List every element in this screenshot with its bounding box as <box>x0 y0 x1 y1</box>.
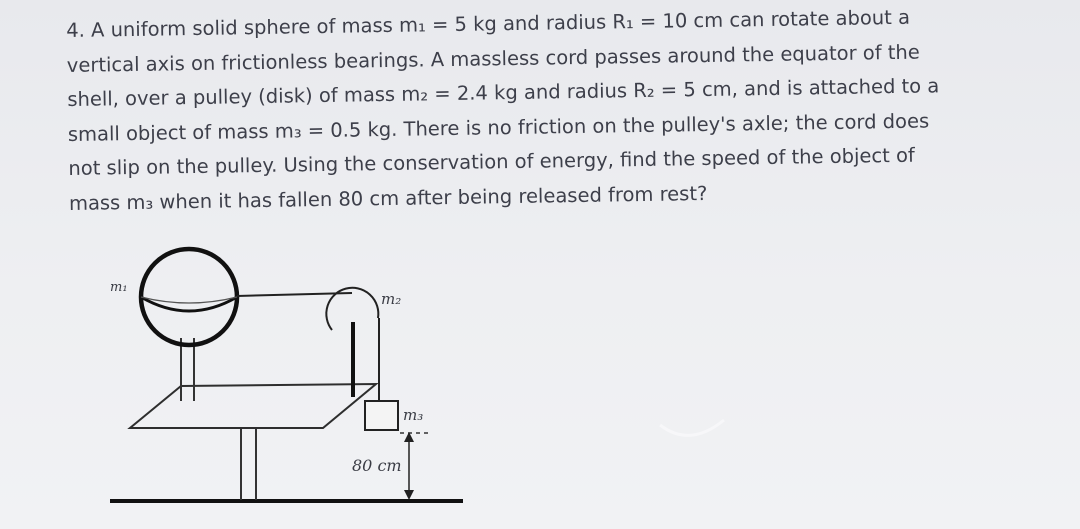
label-distance: 80 cm <box>352 456 402 475</box>
table-top <box>130 384 376 428</box>
problem-line-3: shell, over a pulley (disk) of mass m₂ = 2.4 kg and radius R₂ = 5 cm, and is attached to a <box>67 74 940 111</box>
label-m1: m₁ <box>110 280 128 295</box>
pen-smudge <box>660 420 724 435</box>
problem-line-5: not slip on the pulley. Using the conservation of energy, find the speed of the object of <box>68 143 915 180</box>
sphere-axle <box>181 338 194 401</box>
problem-line-1: 4. A uniform solid sphere of mass m₁ = 5 kg and radius R₁ = 10 cm can rotate about a <box>66 5 911 42</box>
distance-arrow <box>404 432 414 500</box>
problem-line-2: vertical axis on frictionless bearings. A massless cord passes around the equator of the <box>66 40 920 77</box>
problem-line-4: small object of mass m₃ = 0.5 kg. There is no friction on the pulley's axle; the cord does <box>67 108 930 146</box>
problem-line-6: mass m₃ when it has fallen 80 cm after being released from rest? <box>68 181 708 215</box>
hanging-block <box>365 401 398 430</box>
label-m2: m₂ <box>381 290 402 308</box>
sphere <box>141 249 237 345</box>
label-m3: m₃ <box>403 406 424 424</box>
table-leg <box>241 428 256 500</box>
